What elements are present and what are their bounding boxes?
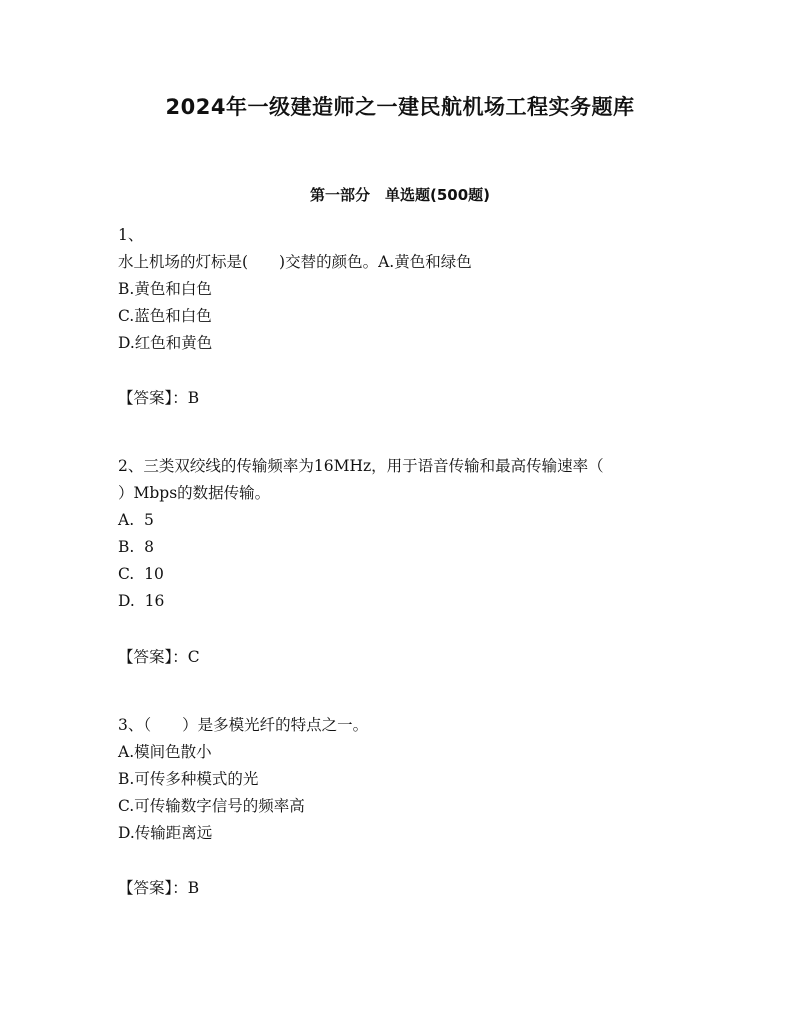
option-c: C. 10 (118, 565, 164, 583)
question-stem-line-2: ）Mbps的数据传输。 (118, 484, 271, 502)
option-c: C.可传输数字信号的频率高 (118, 797, 305, 815)
answer-2: 【答案】：C (118, 648, 200, 666)
option-d: D.传输距离远 (118, 824, 213, 842)
question-2 (118, 453, 698, 615)
option-b: B.可传多种模式的光 (118, 770, 259, 788)
option-a: A. 5 (118, 511, 154, 529)
option-a: A.模间色散小 (118, 743, 212, 761)
answer-3: 【答案】：B (118, 879, 200, 897)
question-number: 1、 (118, 226, 144, 244)
question-stem-line-1: 2、三类双绞线的传输频率为16MHz，用于语音传输和最高传输速率（ (118, 457, 604, 475)
question-3 (118, 712, 698, 847)
option-b: B. 8 (118, 538, 155, 556)
question-1 (118, 222, 698, 357)
option-b: B.黄色和白色 (118, 280, 212, 298)
option-d: D. 16 (118, 592, 165, 610)
option-c: C.蓝色和白色 (118, 307, 212, 325)
section-title: 第一部分 单选题(500题) (309, 186, 491, 204)
document-title: 2024年一级建造师之一建民航机场工程实务题库 (165, 95, 635, 119)
question-stem: 水上机场的灯标是( )交替的颜色。A.黄色和绿色 (118, 253, 472, 271)
question-stem: 3、（ ）是多模光纤的特点之一。 (118, 716, 369, 734)
option-d: D.红色和黄色 (118, 334, 213, 352)
answer-1: 【答案】：B (118, 389, 200, 407)
